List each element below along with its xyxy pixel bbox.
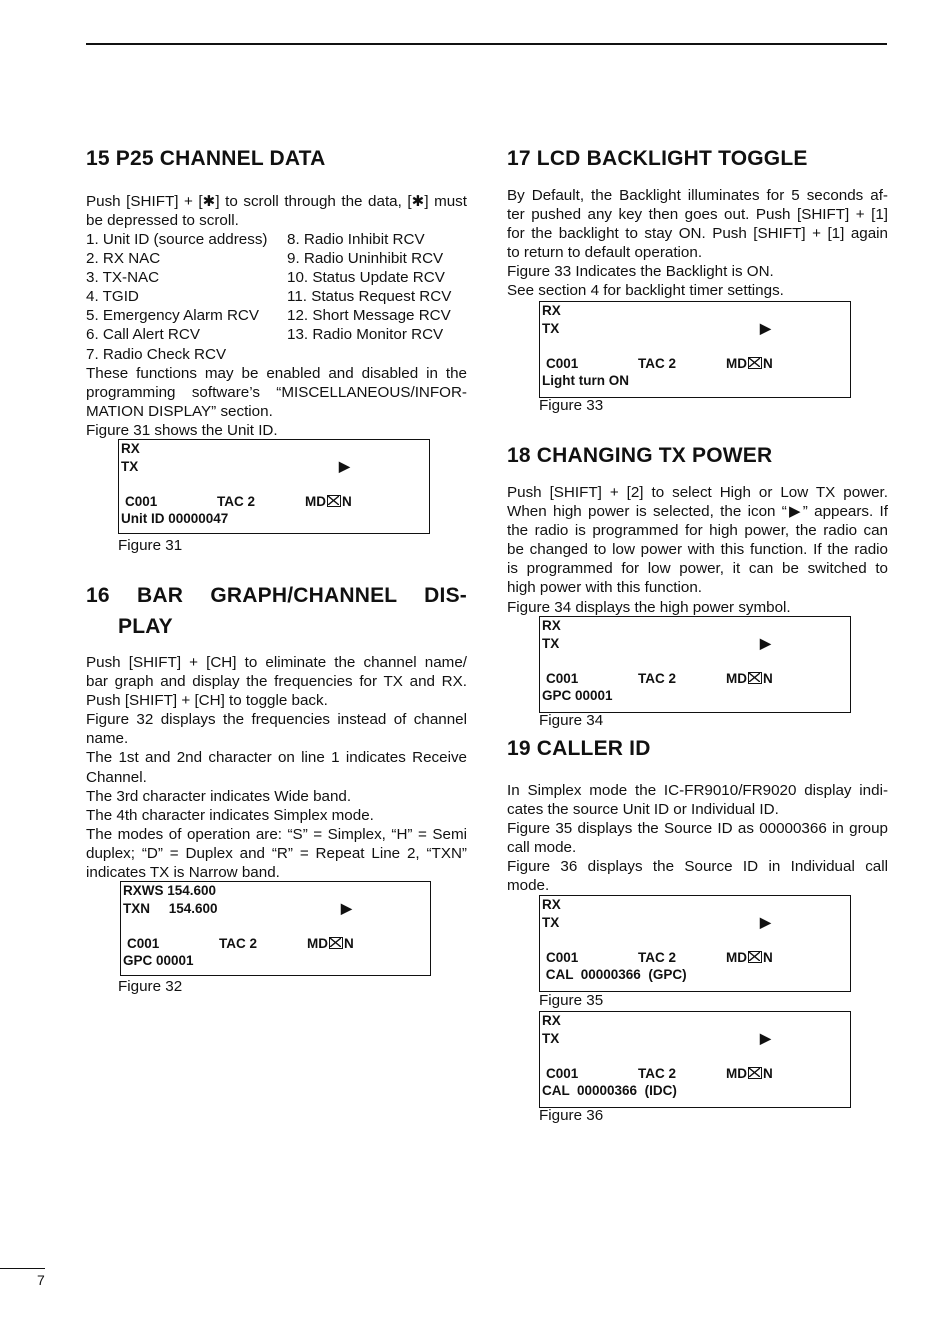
text-line: See section 4 for backlight timer settings. [507, 282, 784, 300]
lcd-mode-suffix: N [763, 950, 773, 965]
lcd-line-5: GPC 00001 [123, 953, 194, 968]
list-row [86, 268, 467, 287]
text-line: Figure 31 shows the Unit ID. [86, 422, 278, 440]
text-line: By Default, the Backlight illuminates for 5 seconds af- [507, 187, 888, 204]
figure-35-lcd [539, 895, 851, 992]
text-line: mode. [507, 877, 550, 895]
section-15-heading: 15 P25 CHANNEL DATA [86, 147, 326, 170]
text-line: These functions may be enabled and disabled in the [86, 365, 467, 382]
lcd-channel: C001 [125, 494, 158, 509]
lcd-mode [726, 1066, 773, 1081]
crossed-box-icon [748, 1067, 762, 1079]
list-row [86, 230, 467, 249]
crossed-box-icon [329, 937, 343, 949]
text-line: Figure 34 displays the high power symbol. [507, 598, 791, 616]
figure-32-lcd [120, 881, 431, 976]
text-line: Push [SHIFT] + [CH] to eliminate the channel name/ [86, 654, 467, 671]
figure-32-caption: Figure 32 [118, 978, 183, 995]
crossed-box-icon [748, 951, 762, 963]
section-18-heading: 18 CHANGING TX POWER [507, 444, 773, 467]
lcd-line-1: RX [542, 897, 561, 912]
list-item: 13. Radio Monitor RCV [287, 326, 444, 344]
list-item: 1. Unit ID (source address) [86, 231, 268, 248]
page-number: 7 [37, 1272, 45, 1288]
lcd-mode-suffix: N [763, 356, 773, 371]
play-icon: ▶ [760, 320, 771, 336]
lcd-line-5: GPC 00001 [542, 688, 613, 703]
text-line: The 3rd character indicates Wide band. [86, 787, 352, 805]
crossed-box-icon [748, 357, 762, 369]
section-19-text [507, 781, 888, 896]
lcd-mode-suffix: N [344, 936, 354, 951]
text-line: duplex; “D” = Duplex and “R” = Repeat Line 2, “TXN” [86, 844, 467, 862]
lcd-channel: C001 [546, 356, 579, 371]
lcd-mode-suffix: N [763, 1066, 773, 1081]
section-19-heading: 19 CALLER ID [507, 737, 651, 760]
text-line: In Simplex mode the IC-FR9010/FR9020 display indi- [507, 782, 888, 799]
list-item: 7. Radio Check RCV [86, 345, 227, 363]
crossed-box-icon [748, 672, 762, 684]
figure-31-lcd [118, 439, 430, 534]
lcd-mode [726, 671, 773, 686]
section-15-after [86, 364, 467, 440]
lcd-line-1: RX [542, 618, 561, 633]
lcd-line-2: TXN 154.600 [123, 901, 218, 916]
text-line: for the backlight to stay ON. Push [SHIFT] + [1] again [507, 225, 888, 243]
figure-34-caption: Figure 34 [539, 712, 604, 729]
list-row [86, 306, 467, 325]
lcd-talkgroup: TAC 2 [638, 671, 677, 686]
lcd-line-2: TX [542, 915, 560, 930]
list-item: 8. Radio Inhibit RCV [287, 231, 425, 248]
figure-36-caption: Figure 36 [539, 1107, 604, 1124]
crossed-box-icon [327, 495, 341, 507]
lcd-line-1: RX [121, 441, 140, 456]
lcd-channel: C001 [546, 1066, 579, 1081]
lcd-mode-suffix: N [342, 494, 352, 509]
lcd-line-1: RX [542, 1013, 561, 1028]
text-line: The 1st and 2nd character on line 1 indicates Receive [86, 749, 467, 767]
text-line: bar graph and display the frequencies for TX and RX. [86, 673, 467, 691]
lcd-talkgroup: TAC 2 [638, 950, 677, 965]
figure-35-caption: Figure 35 [539, 992, 604, 1009]
lcd-mode [307, 936, 354, 951]
text-line: Figure 32 displays the frequencies instead of channel [86, 711, 467, 729]
text-line: indicates TX is Narrow band. [86, 864, 280, 882]
text-line: to return to default operation. [507, 244, 703, 262]
text-line: Figure 36 displays the Source ID in Individual call [507, 858, 888, 876]
list-item: 12. Short Message RCV [287, 307, 451, 325]
list-item: 5. Emergency Alarm RCV [86, 307, 260, 325]
top-rule [86, 43, 887, 45]
text-line: name. [86, 730, 129, 748]
list-row [86, 325, 467, 344]
lcd-mode-prefix: MD [726, 671, 747, 686]
text-line: call mode. [507, 839, 577, 857]
list-row [86, 345, 467, 364]
text-line: programming software’s “MISCELLANEOUS/INFOR- [86, 384, 467, 402]
lcd-mode-prefix: MD [726, 1066, 747, 1081]
lcd-line-5: CAL 00000366 (IDC) [542, 1083, 677, 1098]
text-line: Figure 33 Indicates the Backlight is ON. [507, 263, 774, 281]
play-icon: ▶ [339, 458, 350, 474]
text-line: When high power is selected, the icon “▶” appears. If [507, 503, 888, 521]
list-item: 2. RX NAC [86, 250, 161, 268]
text-line: MATION DISPLAY” section. [86, 403, 273, 421]
text-line: the radio is programmed for high power, the radio can [507, 522, 888, 540]
lcd-line-5: CAL 00000366 (GPC) [542, 967, 687, 982]
lcd-line-2: TX [121, 459, 139, 474]
lcd-mode [726, 356, 773, 371]
lcd-talkgroup: TAC 2 [219, 936, 258, 951]
lcd-line-2: TX [542, 636, 560, 651]
page-number-rule [0, 1268, 45, 1269]
text-line: Push [SHIFT] + [✱] to scroll through the data, [✱] must [86, 193, 467, 210]
text-line: ter pushed any key then goes out. Push [SHIFT] + [1] [507, 206, 888, 224]
lcd-line-1: RXWS 154.600 [123, 883, 217, 898]
section-18-text [507, 483, 888, 617]
list-row [86, 249, 467, 268]
figure-34-lcd [539, 616, 851, 713]
data-list [86, 230, 467, 364]
section-17-heading: 17 LCD BACKLIGHT TOGGLE [507, 147, 808, 170]
text-line: be changed to low power with this function. If the radio [507, 541, 888, 559]
lcd-line-1: RX [542, 303, 561, 318]
section-17-text [507, 186, 888, 301]
play-icon: ▶ [760, 914, 771, 930]
text-line: Channel. [86, 768, 147, 786]
list-item: 11. Status Request RCV [287, 288, 452, 306]
play-icon: ▶ [760, 1030, 771, 1046]
figure-33-caption: Figure 33 [539, 397, 604, 414]
figure-31-caption: Figure 31 [118, 537, 183, 554]
text-line: The 4th character indicates Simplex mode. [86, 806, 374, 824]
list-item: 9. Radio Uninhibit RCV [287, 250, 444, 268]
figure-36-lcd [539, 1011, 851, 1108]
section-16-heading-cont: PLAY [118, 615, 173, 638]
list-item: 6. Call Alert RCV [86, 326, 200, 344]
lcd-mode-prefix: MD [726, 356, 747, 371]
list-item: 10. Status Update RCV [287, 269, 445, 287]
lcd-line-5: Unit ID 00000047 [121, 511, 229, 526]
lcd-talkgroup: TAC 2 [638, 1066, 677, 1081]
lcd-line-2: TX [542, 321, 560, 336]
text-line: The modes of operation are: “S” = Simplex, “H” = Semi [86, 825, 467, 843]
text-line: cates the source Unit ID or Individual ID. [507, 801, 779, 819]
section-15-intro [86, 192, 467, 230]
lcd-talkgroup: TAC 2 [638, 356, 677, 371]
lcd-channel: C001 [546, 950, 579, 965]
lcd-mode-prefix: MD [726, 950, 747, 965]
lcd-mode-suffix: N [763, 671, 773, 686]
lcd-mode [305, 494, 352, 509]
play-icon: ▶ [760, 635, 771, 651]
lcd-mode [726, 950, 773, 965]
section-16-heading: 16 BAR GRAPH/CHANNEL DIS- [86, 584, 467, 607]
text-line: high power with this function. [507, 579, 703, 597]
lcd-channel: C001 [546, 671, 579, 686]
text-line: Push [SHIFT] + [2] to select High or Low TX power. [507, 484, 888, 501]
lcd-talkgroup: TAC 2 [217, 494, 256, 509]
lcd-line-2: TX [542, 1031, 560, 1046]
figure-33-lcd [539, 301, 851, 398]
list-row [86, 287, 467, 306]
text-line: be depressed to scroll. [86, 212, 239, 230]
lcd-line-5: Light turn ON [542, 373, 629, 388]
lcd-channel: C001 [127, 936, 160, 951]
lcd-mode-prefix: MD [305, 494, 326, 509]
play-icon: ▶ [341, 900, 352, 916]
text-line: Figure 35 displays the Source ID as 00000366 in group [507, 820, 888, 838]
list-item: 4. TGID [86, 288, 139, 306]
text-line: Push [SHIFT] + [CH] to toggle back. [86, 692, 328, 710]
list-item: 3. TX-NAC [86, 269, 160, 287]
section-16-text [86, 653, 467, 882]
text-line: is programmed for low power, it can be switched to [507, 560, 888, 578]
lcd-mode-prefix: MD [307, 936, 328, 951]
